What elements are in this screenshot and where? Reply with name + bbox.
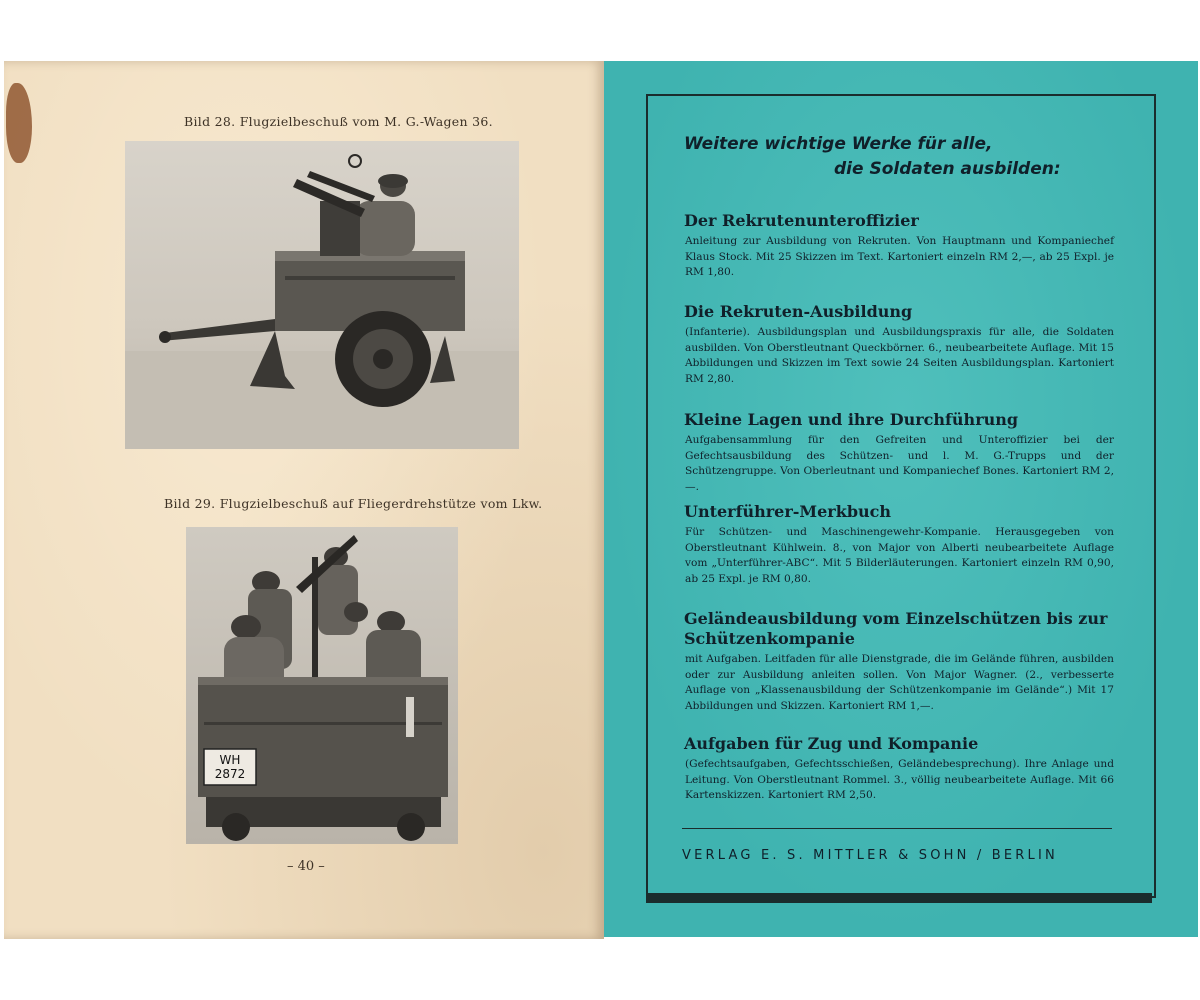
book-title: Der Rekrutenunteroffizier (684, 211, 919, 230)
book-entry (684, 410, 1114, 495)
page-number: – 40 – (287, 859, 325, 874)
truck-soldiers-illustration (186, 527, 458, 844)
right-page-advertisement (604, 61, 1198, 937)
mg-trailer-illustration (125, 141, 519, 449)
book-description: Aufgabensammlung für den Gefreiten und Unteroffizier bei der Gefechtsausbildung des Schützen- und l. M. G.-Trupps und der Schützengruppe. Von Oberleutnant und Kompaniechef Bones. Kartoniert RM 2,—. (685, 434, 1114, 493)
book-title: Die Rekruten-Ausbildung (684, 302, 913, 321)
ad-border-bottom-bar (646, 893, 1152, 903)
ad-heading-line2: die Soldaten ausbilden: (834, 159, 1061, 179)
water-stain (6, 83, 32, 163)
publisher-divider (682, 828, 1112, 829)
book-description: Anleitung zur Ausbildung von Rekruten. Von Hauptmann und Kompaniechef Klaus Stock. Mit 25 Skizzen im Text. Kartoniert einzeln RM 2,—, ab 25 Expl. je RM 1,80. (685, 235, 1114, 278)
book-title: Kleine Lagen und ihre Durchführung (684, 410, 1019, 429)
book-entry (684, 502, 1114, 587)
book-entry (684, 211, 1114, 281)
publisher-imprint: VERLAG E. S. MITTLER & SOHN / BERLIN (682, 848, 1058, 863)
book-entry (684, 302, 1114, 387)
figure-29-caption: Bild 29. Flugzielbeschuß auf Fliegerdrehstütze vom Lkw. (164, 496, 543, 511)
left-page (4, 61, 604, 939)
book-title: Geländeausbildung vom Einzelschützen bis zur Schützenkompanie (684, 609, 1108, 648)
figure-28-caption: Bild 28. Flugzielbeschuß vom M. G.-Wagen 36. (184, 114, 493, 129)
license-plate-text: WH 2872 (214, 753, 246, 781)
figure-29-photo (186, 527, 458, 844)
book-description: (Infanterie). Ausbildungsplan und Ausbildungspraxis für alle, die Soldaten ausbilden. Von Oberstleutnant Queckbörner. 6., neubearbeitete Auflage. Mit 15 Abbildungen und Skizzen im Text sowie 24 Seiten Ausbildungsplan. Kartoniert RM 2,80. (685, 326, 1114, 385)
book-entry (684, 734, 1114, 804)
figure-28-photo (125, 141, 519, 449)
ad-heading-line1: Weitere wichtige Werke für alle, (684, 134, 993, 154)
book-description: (Gefechtsaufgaben, Gefechtsschießen, Geländebesprechung). Ihre Anlage und Leitung. Von Oberstleutnant Rommel. 3., völlig neubearbeitete Auflage. Mit 66 Kartenskizzen. Kartoniert RM 2,50. (685, 758, 1114, 801)
book-title: Unterführer-Merkbuch (684, 502, 892, 521)
book-entry (684, 609, 1114, 714)
book-description: Für Schützen- und Maschinengewehr-Kompanie. Herausgegeben von Oberstleutnant Kühlwein. 8., von Major von Alberti neubearbeitete Auflage vom „Unterführer-ABC“. Mit 5 Bilderläuterungen. Kartoniert einzeln RM 0,90, ab 25 Expl. je RM 0,80. (685, 526, 1114, 585)
book-title: Aufgaben für Zug und Kompanie (684, 734, 979, 753)
book-description: mit Aufgaben. Leitfaden für alle Dienstgrade, die im Gelände führen, ausbilden oder zur Ausbildung anleiten sollen. Von Major Wagner. (2., verbesserte Auflage von „Klassenausbildung der Schützenkompanie im Gelände“.) Mit 17 Abbildungen und Skizzen. Kartoniert RM 1,—. (685, 653, 1114, 712)
